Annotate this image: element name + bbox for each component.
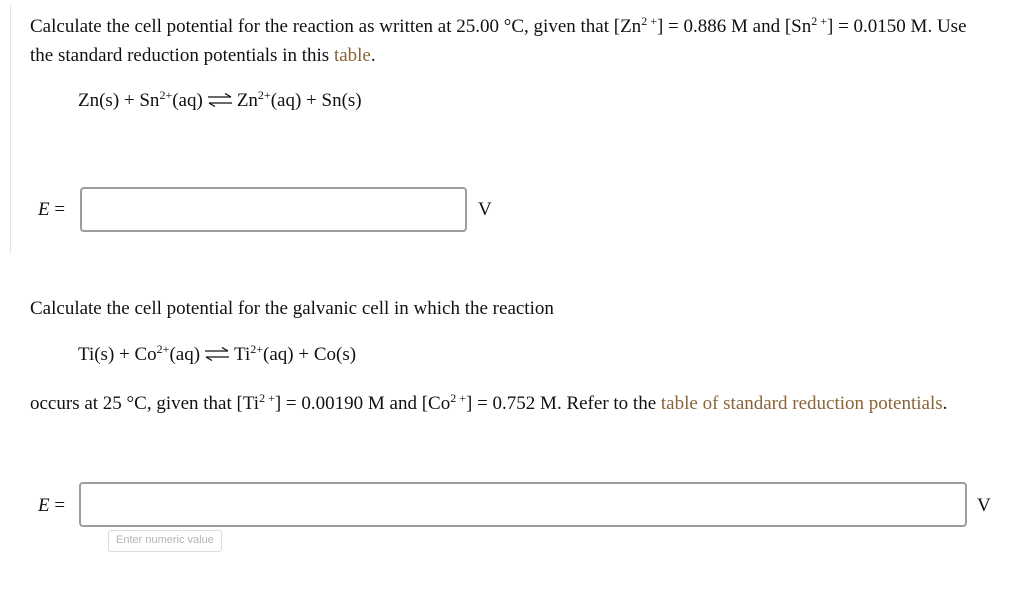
unit-label-2: V	[977, 495, 991, 516]
eq-charge: 2+	[156, 342, 170, 356]
unit-label-1: V	[478, 199, 492, 220]
q2-text-part: occurs at 25 °C, given that [Ti	[30, 393, 260, 414]
q2-text-part: ] = 0.00190 M and [Co	[274, 393, 451, 414]
q1-text-part: .	[370, 45, 376, 66]
eq-charge: 2+	[257, 88, 271, 102]
q1-text-part: ] = 0.0150 M. Use	[827, 16, 967, 37]
eq-part: Ti	[234, 344, 251, 365]
eq-charge: 2+	[159, 88, 173, 102]
ti-charge: 2 +	[259, 391, 275, 405]
equilibrium-arrow-icon	[207, 93, 233, 107]
eq-part: Zn	[236, 90, 258, 111]
q2-text-part: ] = 0.752 M. Refer to the	[466, 393, 661, 414]
eq-part: (aq)	[169, 344, 201, 365]
cell-potential-input-1[interactable]	[80, 187, 467, 232]
question-2-intro: Calculate the cell potential for the galvanic cell in which the reaction	[30, 298, 554, 319]
table-link[interactable]: table	[333, 45, 371, 66]
cell-potential-input-2[interactable]	[79, 482, 967, 527]
co-charge: 2 +	[450, 391, 467, 405]
eq-part: (aq) + Co(s)	[263, 344, 357, 365]
answer-label-2	[38, 494, 65, 518]
reduction-potentials-link[interactable]: table of standard reduction potentials	[660, 393, 943, 414]
reaction-equation-1	[78, 87, 362, 115]
reaction-equation-2	[78, 341, 356, 369]
e-variable: E	[38, 495, 50, 516]
q1-text-part: the standard reduction potentials in this	[30, 45, 334, 66]
question-1-left-border	[10, 5, 11, 253]
q1-text-part: ] = 0.886 M and [Sn	[656, 16, 812, 37]
numeric-value-tooltip: Enter numeric value	[108, 530, 222, 552]
equals-sign: =	[49, 199, 66, 220]
e-variable: E	[38, 199, 50, 220]
question-2-conditions	[30, 389, 947, 418]
eq-part: Zn(s) + Sn	[78, 90, 160, 111]
equals-sign: =	[49, 495, 66, 516]
eq-part: Ti(s) + Co	[78, 344, 157, 365]
q2-text-part: .	[942, 393, 948, 414]
answer-label-1	[38, 198, 65, 222]
sn-charge: 2 +	[811, 14, 828, 28]
equilibrium-arrow-icon	[204, 347, 230, 361]
eq-part: (aq) + Sn(s)	[270, 90, 362, 111]
eq-charge: 2+	[250, 342, 264, 356]
eq-part: (aq)	[172, 90, 203, 111]
zn-charge: 2 +	[641, 14, 657, 28]
question-1-text	[30, 12, 967, 70]
q1-text-part: Calculate the cell potential for the reaction as written at 25.00 °C, given that [Zn	[30, 16, 642, 37]
